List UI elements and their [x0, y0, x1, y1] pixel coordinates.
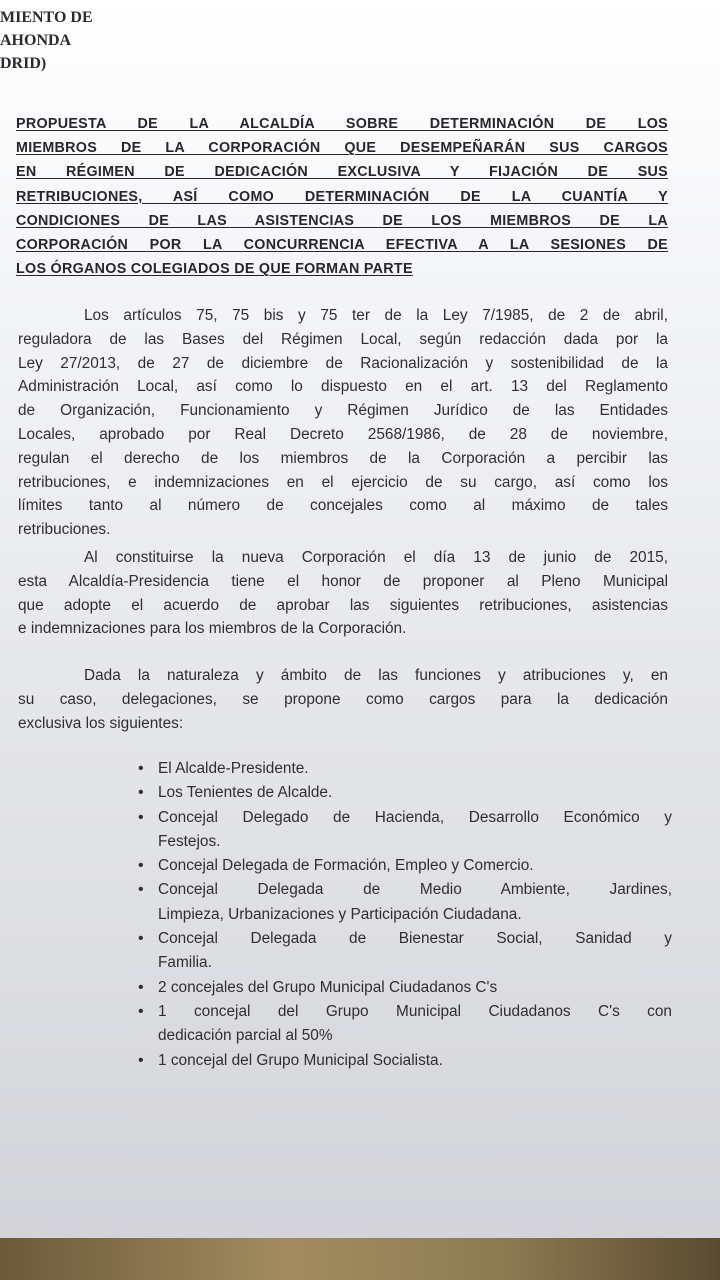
list-item-text: El Alcalde-Presidente. — [158, 760, 309, 777]
list-item — [136, 806, 672, 855]
paragraph-line: Los artículos 75, 75 bis y 75 ter de la Ley 7/1985, de 2 de abril, — [84, 307, 668, 324]
paragraph-line: Ley 27/2013, de 27 de diciembre de Racionalización y sostenibilidad de la — [18, 354, 668, 372]
title-line: LOS ÓRGANOS COLEGIADOS DE QUE FORMAN PARTE — [16, 261, 413, 278]
letterhead-line: AHONDA — [0, 32, 72, 49]
title-line: PROPUESTA DE LA ALCALDÍA SOBRE DETERMINACIÓN DE LOS — [16, 116, 668, 132]
bullet-icon: • — [138, 808, 144, 826]
title-line: EN RÉGIMEN DE DEDICACIÓN EXCLUSIVA Y FIJACIÓN DE SUS — [16, 164, 668, 181]
paragraph-line: de Organización, Funcionamiento y Régimen Jurídico de las Entidades — [18, 402, 668, 420]
bullet-icon: • — [138, 930, 144, 948]
list-item-text: Concejal Delegada de Formación, Empleo y Comercio. — [158, 857, 534, 875]
list-item-text: Familia. — [158, 954, 212, 972]
paragraph-line: Dada la naturaleza y ámbito de las funciones y atribuciones y, en — [84, 667, 668, 684]
list-item — [136, 781, 672, 805]
paragraph-line: Administración Local, así como lo dispuesto en el art. 13 del Reglamento — [18, 378, 668, 396]
letterhead-line: DRID) — [0, 55, 47, 72]
paragraph-constitution — [18, 546, 668, 641]
list-item-text: Festejos. — [158, 832, 221, 850]
list-item — [136, 1000, 672, 1049]
list-item — [136, 1049, 672, 1073]
letterhead-line: MIENTO DE — [0, 9, 93, 26]
paragraph-line: regulan el derecho de los miembros de la Corporación a percibir las — [18, 449, 668, 467]
list-item — [136, 757, 672, 781]
list-item-text: 2 concejales del Grupo Municipal Ciudadanos C's — [158, 978, 498, 996]
letterhead — [0, 6, 93, 75]
list-item-text: Concejal Delegado de Hacienda, Desarrollo Económico y — [158, 808, 672, 826]
bullet-icon: • — [138, 760, 144, 777]
paragraph-legal-basis — [18, 304, 668, 542]
bullet-icon: • — [138, 857, 144, 875]
list-item-text: Concejal Delegada de Bienestar Social, Sanidad y — [158, 930, 672, 948]
bullet-icon: • — [138, 784, 144, 802]
title-line: CONDICIONES DE LAS ASISTENCIAS DE LOS MIEMBROS DE LA — [16, 212, 668, 229]
bullet-icon: • — [138, 881, 144, 899]
list-item — [136, 878, 672, 927]
paragraph-line: Al constituirse la nueva Corporación el día 13 de junio de 2015, — [84, 549, 668, 566]
list-item-text: Los Tenientes de Alcalde. — [158, 784, 333, 802]
list-item-text: Concejal Delegada de Medio Ambiente, Jardines, — [158, 881, 672, 899]
positions-list — [136, 757, 672, 1073]
paragraph-line: retribuciones. — [18, 521, 111, 539]
paragraph-line: esta Alcaldía-Presidencia tiene el honor de proponer al Pleno Municipal — [18, 572, 668, 590]
paragraph-line: límites tanto al número de concejales como al máximo de tales — [18, 497, 668, 515]
bullet-icon: • — [138, 978, 144, 996]
bullet-icon: • — [138, 1051, 144, 1069]
list-item-text: Limpieza, Urbanizaciones y Participación Ciudadana. — [158, 905, 522, 923]
paragraph-line: su caso, delegaciones, se propone como cargos para la dedicación — [18, 690, 668, 708]
list-item — [136, 927, 672, 976]
list-item — [136, 976, 672, 1000]
paragraph-line: que adopte el acuerdo de aprobar las siguientes retribuciones, asistencias — [18, 596, 668, 614]
paragraph-line: exclusiva los siguientes: — [18, 714, 184, 732]
bullet-icon: • — [138, 1002, 144, 1020]
title-line: RETRIBUCIONES, ASÍ COMO DETERMINACIÓN DE LA CUANTÍA Y — [16, 188, 668, 205]
paragraph-proposal — [18, 664, 668, 735]
list-item-text: 1 concejal del Grupo Municipal Socialista. — [158, 1051, 443, 1069]
list-item — [136, 854, 672, 878]
list-item-text: dedicación parcial al 50% — [158, 1027, 333, 1045]
paragraph-line: reguladora de las Bases del Régimen Local, según redacción dada por la — [18, 330, 668, 348]
paragraph-line: Locales, aprobado por Real Decreto 2568/1986, de 28 de noviembre, — [18, 425, 668, 443]
title-line: MIEMBROS DE LA CORPORACIÓN QUE DESEMPEÑARÁN SUS CARGOS — [16, 140, 668, 157]
document-title — [16, 112, 668, 281]
paragraph-line: retribuciones, e indemnizaciones en el ejercicio de su cargo, así como los — [18, 473, 668, 491]
desk-surface — [0, 1238, 720, 1280]
list-item-text: 1 concejal del Grupo Municipal Ciudadanos C's con — [158, 1002, 672, 1020]
title-line: CORPORACIÓN POR LA CONCURRENCIA EFECTIVA A LA SESIONES DE — [16, 237, 668, 254]
paragraph-line: e indemnizaciones para los miembros de la Corporación. — [18, 620, 407, 638]
